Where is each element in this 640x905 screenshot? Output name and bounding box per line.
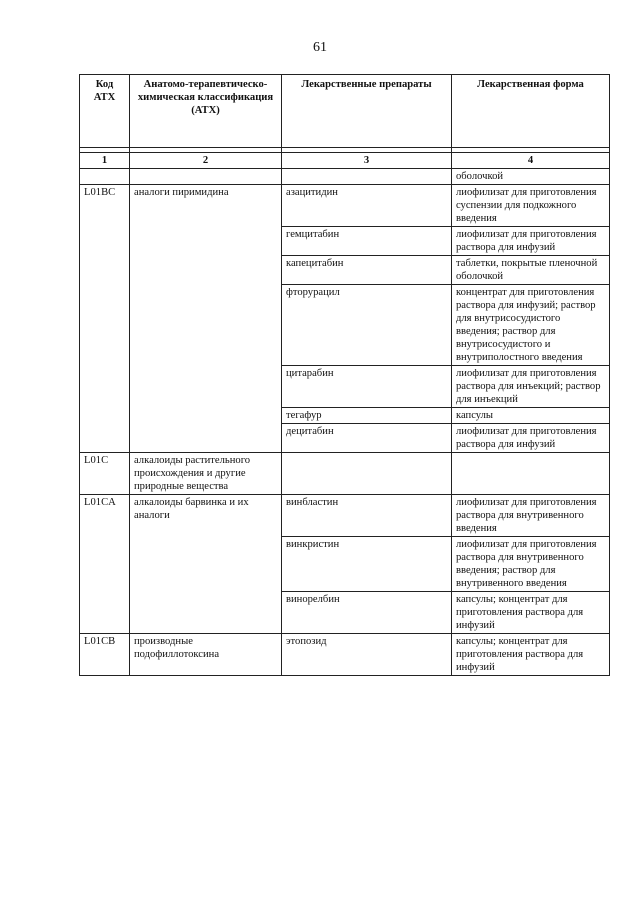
drug-cell: этопозид <box>282 634 452 676</box>
form-cell: лиофилизат для приготовления раствора для инфузий <box>452 227 610 256</box>
code-cell: L01CA <box>80 495 130 634</box>
form-cell: лиофилизат для приготовления раствора для инъекций; раствор для инъекций <box>452 366 610 408</box>
form-cell: капсулы; концентрат для приготовления раствора для инфузий <box>452 592 610 634</box>
drug-cell: винбластин <box>282 495 452 537</box>
class-cell <box>130 169 282 185</box>
class-cell: алкалоиды растительного происхождения и другие природные вещества <box>130 453 282 495</box>
form-cell <box>452 453 610 495</box>
form-cell: лиофилизат для приготовления раствора для внутривенного введения; раствор для внутривенного введения <box>452 537 610 592</box>
form-cell: оболочкой <box>452 169 610 185</box>
code-cell <box>80 169 130 185</box>
table-row <box>80 169 610 185</box>
drug-cell: тегафур <box>282 408 452 424</box>
column-number: 2 <box>130 153 282 169</box>
table-header-row <box>80 75 610 148</box>
column-number: 1 <box>80 153 130 169</box>
column-number-row <box>80 153 610 169</box>
drug-cell: децитабин <box>282 424 452 453</box>
form-cell: капсулы <box>452 408 610 424</box>
column-number: 4 <box>452 153 610 169</box>
drug-cell: фторурацил <box>282 285 452 366</box>
table-row <box>80 634 610 676</box>
header-code: Код АТХ <box>80 75 130 148</box>
drug-cell: цитарабин <box>282 366 452 408</box>
form-cell: концентрат для приготовления раствора для инфузий; раствор для внутрисосудистого введения; раствор для внутрисосудистого и внутриполостного введения <box>452 285 610 366</box>
code-cell: L01CB <box>80 634 130 676</box>
drug-cell: винкристин <box>282 537 452 592</box>
form-cell: лиофилизат для приготовления раствора для инфузий <box>452 424 610 453</box>
header-form: Лекарственная форма <box>452 75 610 148</box>
class-cell: алкалоиды барвинка и их аналоги <box>130 495 282 634</box>
header-classification: Анатомо-терапевтическо-химическая классификация (АТХ) <box>130 75 282 148</box>
form-cell: лиофилизат для приготовления раствора для внутривенного введения <box>452 495 610 537</box>
class-cell: производные подофиллотоксина <box>130 634 282 676</box>
atx-table <box>79 74 610 676</box>
column-number: 3 <box>282 153 452 169</box>
page-number: 61 <box>313 40 327 55</box>
table-row <box>80 453 610 495</box>
code-cell: L01C <box>80 453 130 495</box>
form-cell: лиофилизат для приготовления суспензии для подкожного введения <box>452 185 610 227</box>
drug-cell: винорелбин <box>282 592 452 634</box>
table-row <box>80 495 610 537</box>
drug-cell: гемцитабин <box>282 227 452 256</box>
form-cell: таблетки, покрытые пленочной оболочкой <box>452 256 610 285</box>
drug-cell <box>282 453 452 495</box>
drug-cell <box>282 169 452 185</box>
header-drugs: Лекарственные препараты <box>282 75 452 148</box>
drug-cell: азацитидин <box>282 185 452 227</box>
table-row <box>80 185 610 227</box>
class-cell: аналоги пиримидина <box>130 185 282 453</box>
code-cell: L01BC <box>80 185 130 453</box>
drug-cell: капецитабин <box>282 256 452 285</box>
form-cell: капсулы; концентрат для приготовления раствора для инфузий <box>452 634 610 676</box>
